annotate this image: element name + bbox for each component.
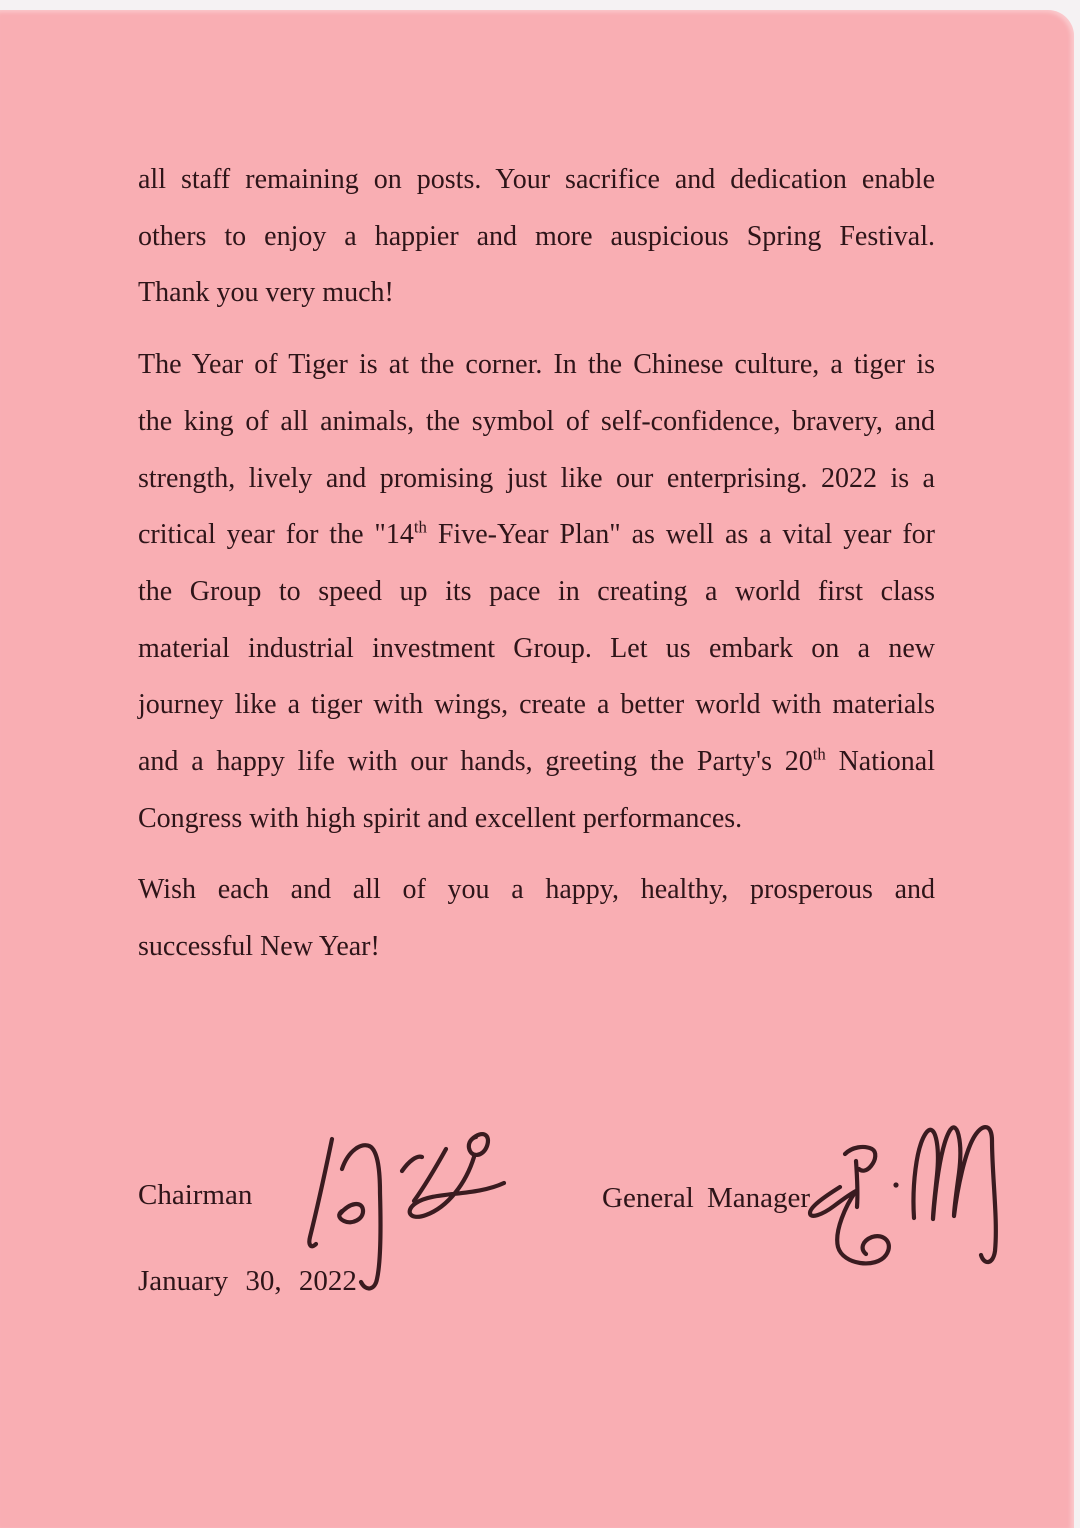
line-segment: Five-Year Plan" as well as a vital year for: [426, 519, 935, 551]
letter-line: Wish each and all of you a happy, healthy, prosperous and: [138, 874, 935, 906]
letter-date: January 30, 2022: [138, 1265, 357, 1297]
letter-line: successful New Year!: [138, 931, 380, 963]
letter-line: The Year of Tiger is at the corner. In the Chinese culture, a tiger is: [138, 349, 935, 381]
letter-line: strength, lively and promising just like our enterprising. 2022 is a: [138, 462, 935, 494]
general-manager-signature-icon: [788, 1105, 1018, 1275]
paragraph-thanks: [138, 152, 935, 322]
paragraph-year-of-tiger: [138, 337, 935, 847]
letter-line: material industrial investment Group. Let us embark on a new: [138, 632, 935, 664]
letter-line: others to enjoy a happier and more auspicious Spring Festival.: [138, 220, 935, 252]
letter-line: all staff remaining on posts. Your sacrifice and dedication enable: [138, 164, 935, 195]
letter-line: [138, 734, 935, 791]
paragraph-wishes: [138, 862, 935, 975]
letter-line: the Group to speed up its pace in creating a world first class: [138, 575, 935, 607]
letter-line: journey like a tiger with wings, create a better world with materials: [138, 689, 935, 721]
letter-line: Congress with high spirit and excellent performances.: [138, 802, 743, 834]
letter-line: Thank you very much!: [138, 277, 394, 309]
line-segment: critical year for the "14: [138, 519, 414, 551]
chairman-title: Chairman: [138, 1179, 253, 1211]
letter-paper: [0, 10, 1074, 1528]
general-manager-title: General Manager: [602, 1182, 811, 1214]
letter-line: the king of all animals, the symbol of self-confidence, bravery, and: [138, 405, 935, 437]
letter-line: [138, 507, 935, 564]
ordinal-superscript: th: [413, 517, 427, 537]
ordinal-superscript: th: [812, 744, 826, 764]
line-segment: and a happy life with our hands, greeting the Party's 20: [138, 746, 813, 778]
line-segment: National: [825, 746, 935, 778]
letter-body: [138, 152, 935, 991]
